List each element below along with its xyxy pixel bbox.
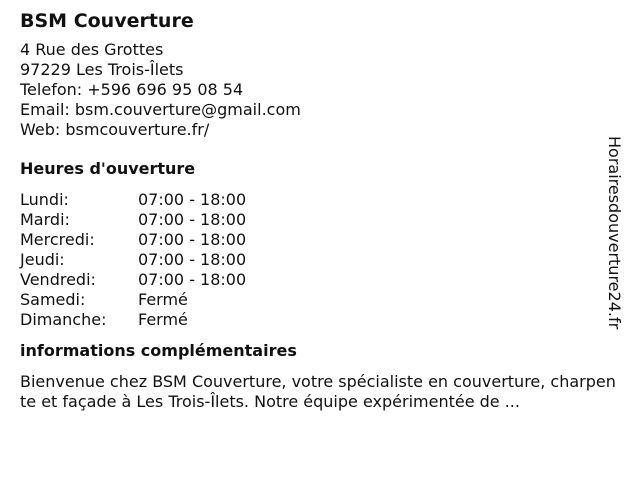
additional-info-heading: informations complémentaires	[20, 341, 297, 360]
phone-line: Telefon: +596 696 95 08 54	[20, 80, 244, 99]
hours-day: Jeudi:	[20, 250, 65, 269]
web-line: Web: bsmcouverture.fr/	[20, 120, 210, 139]
hours-row-friday	[20, 270, 620, 290]
address-city: 97229 Les Trois-Îlets	[20, 60, 184, 79]
hours-day: Mercredi:	[20, 230, 95, 249]
hours-time: 07:00 - 18:00	[138, 250, 247, 269]
additional-info-text: Bienvenue chez BSM Couverture, votre spécialiste en couverture, charpente et façade à Les Trois-Îlets. Notre équipe expérimentée de ...	[20, 372, 616, 411]
hours-day: Dimanche:	[20, 310, 107, 329]
hours-row-saturday	[20, 290, 620, 310]
hours-time: 07:00 - 18:00	[138, 230, 247, 249]
email-line: Email: bsm.couverture@gmail.com	[20, 100, 301, 119]
hours-day: Samedi:	[20, 290, 86, 309]
hours-time: 07:00 - 18:00	[138, 270, 247, 289]
hours-row-wednesday	[20, 230, 620, 250]
business-name: BSM Couverture	[20, 10, 194, 32]
hours-time: Fermé	[138, 310, 188, 329]
hours-row-monday	[20, 190, 620, 210]
hours-day: Vendredi:	[20, 270, 96, 289]
hours-time: Fermé	[138, 290, 188, 309]
opening-hours-heading: Heures d'ouverture	[20, 159, 196, 178]
hours-row-sunday	[20, 310, 620, 330]
hours-day: Lundi:	[20, 190, 69, 209]
business-card	[20, 8, 620, 412]
opening-hours-list	[20, 190, 620, 330]
hours-row-tuesday	[20, 210, 620, 230]
address-street: 4 Rue des Grottes	[20, 40, 164, 59]
hours-row-thursday	[20, 250, 620, 270]
site-watermark: Horairesdouverture24.fr	[605, 136, 624, 330]
hours-time: 07:00 - 18:00	[138, 190, 247, 209]
hours-day: Mardi:	[20, 210, 70, 229]
hours-time: 07:00 - 18:00	[138, 210, 247, 229]
